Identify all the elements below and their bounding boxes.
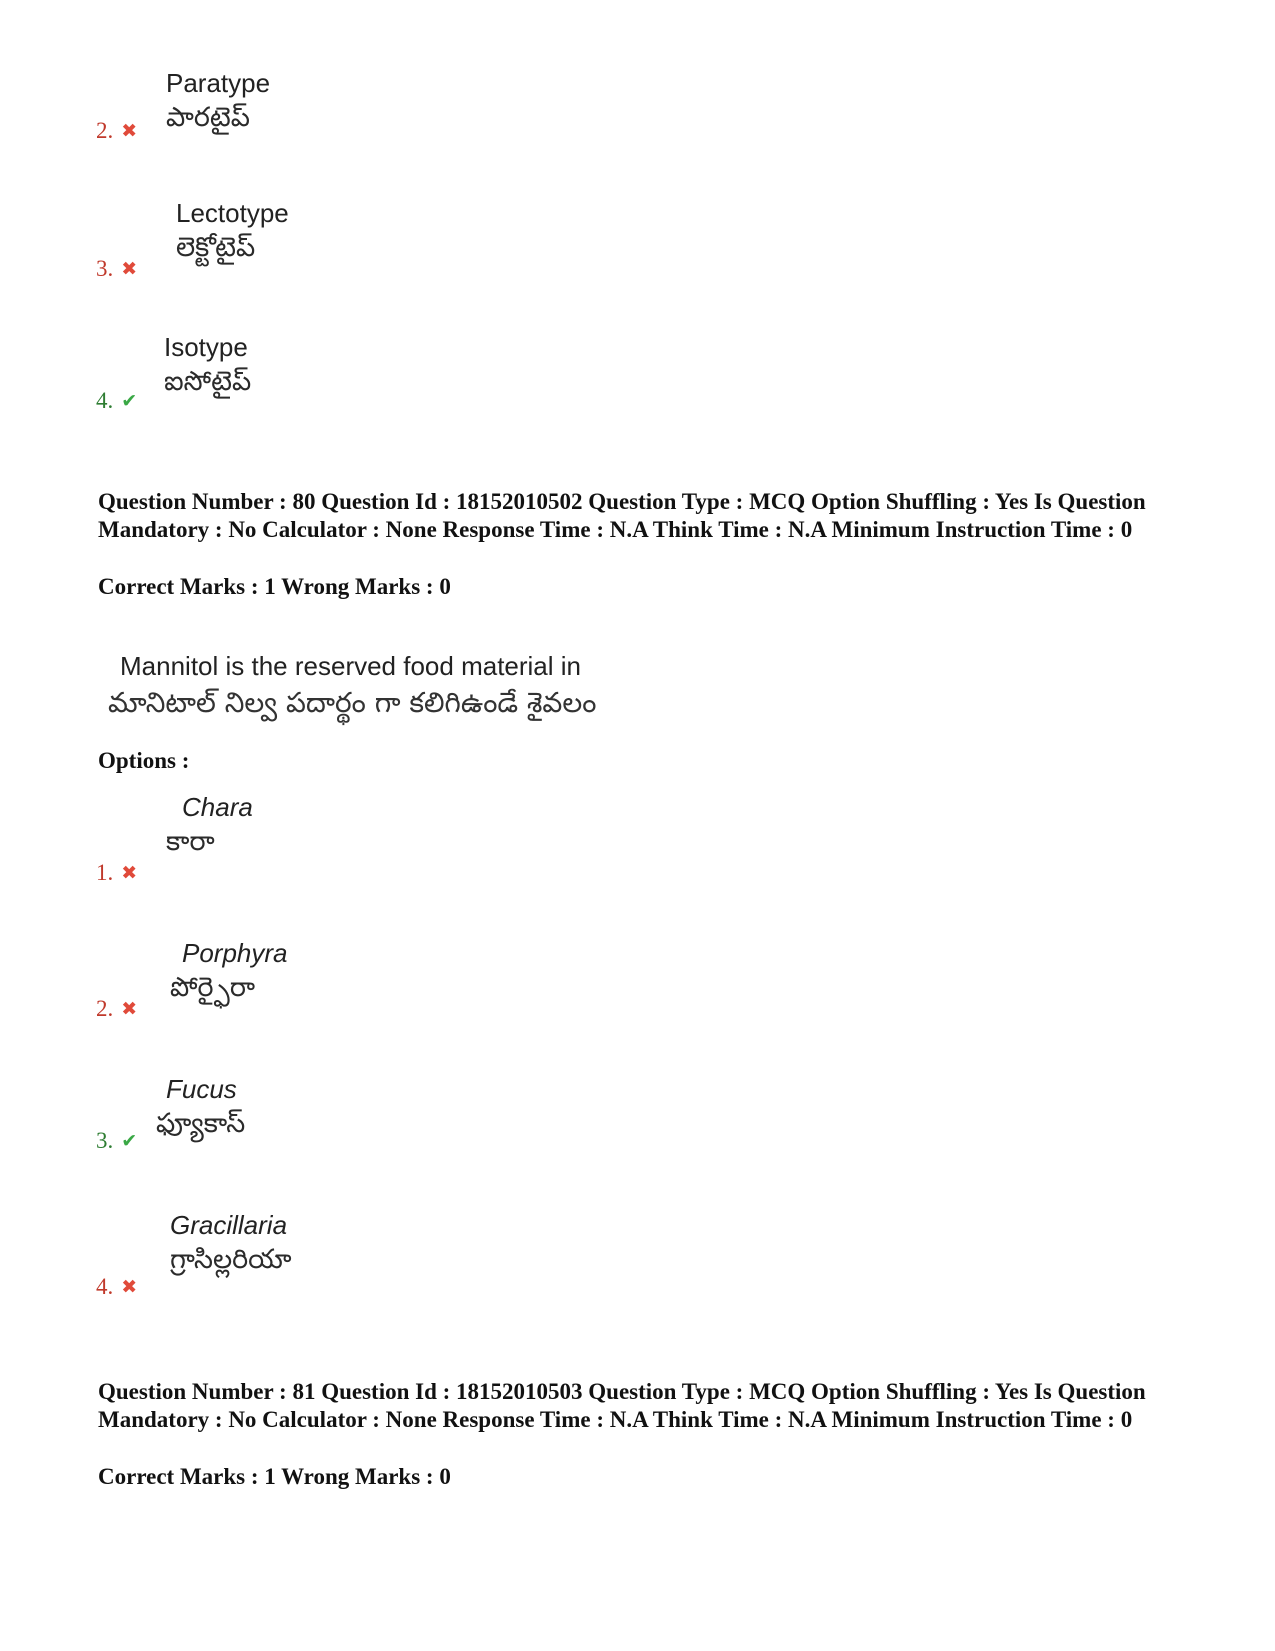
option-image [170,936,288,1006]
check-icon: ✔ [121,390,138,412]
option-english: Chara [182,792,253,822]
option-english: Lectotype [176,198,289,228]
options-label: Options : [98,748,190,773]
option-english: Paratype [166,68,271,98]
option-image [170,1208,292,1278]
option-telugu: పారటైప్ [166,102,250,133]
option-number: 3. ✔ [96,1128,138,1153]
option-english: Isotype [164,332,248,362]
question-telugu: మానిటాల్ నిల్వ పదార్థం గా కలిగిఉండే శైవలం [108,686,597,719]
check-icon: ✔ [121,1130,138,1152]
option-english: Gracillaria [170,1210,288,1240]
cross-icon: ✖ [121,258,138,280]
option-telugu: లెక్టోటైప్ [176,232,256,263]
option-number: 4. ✔ [96,388,138,413]
option-number: 2. ✖ [96,996,138,1021]
option-telugu: ఐసోటైప్ [164,366,252,397]
option-image [166,790,253,860]
option-telugu: పోర్ఫైరా [170,972,256,1003]
option-english: Fucus [166,1074,237,1104]
option-image [166,66,270,136]
question-image [108,648,596,722]
question-marks: Correct Marks : 1 Wrong Marks : 0 [98,1464,451,1489]
question-meta: Question Number : 81 Question Id : 18152010503 Question Type : MCQ Option Shuffling : Yes Is Question Mandatory : No Calculator : None Response Time : N.A Think Time : N.A Minimum Instruction Time : 0 [98,1379,1146,1432]
option-number: 1. ✖ [96,860,138,885]
option-telugu: కారా [166,826,215,857]
option-english: Porphyra [182,938,288,968]
cross-icon: ✖ [121,998,138,1020]
cross-icon: ✖ [121,120,138,142]
option-telugu: గ్రాసిల్లరియా [170,1244,292,1275]
option-number: 2. ✖ [96,118,138,143]
option-image [176,196,289,266]
question-marks: Correct Marks : 1 Wrong Marks : 0 [98,574,451,599]
option-number: 4. ✖ [96,1274,138,1299]
option-telugu: ఫ్యూకాస్ [156,1108,246,1139]
option-image [156,1072,245,1142]
option-number: 3. ✖ [96,256,138,281]
cross-icon: ✖ [121,1276,138,1298]
cross-icon: ✖ [121,862,138,884]
question-meta: Question Number : 80 Question Id : 18152010502 Question Type : MCQ Option Shuffling : Yes Is Question Mandatory : No Calculator : None Response Time : N.A Think Time : N.A Minimum Instruction Time : 0 [98,489,1146,542]
option-image [164,330,251,400]
question-english: Mannitol is the reserved food material in [120,651,582,681]
